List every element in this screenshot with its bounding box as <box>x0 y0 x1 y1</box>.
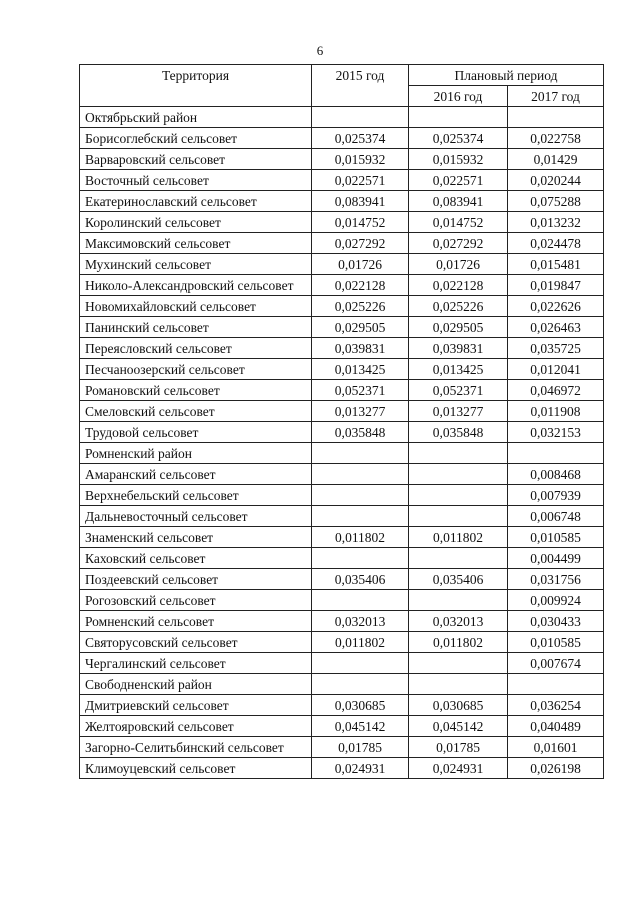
value-2016-cell: 0,01785 <box>409 737 508 758</box>
value-2017-cell: 0,015481 <box>508 254 604 275</box>
table-row <box>80 128 604 149</box>
territory-cell: Климоуцевский сельсовет <box>80 758 312 779</box>
table-row <box>80 464 604 485</box>
territory-cell: Святорусовский сельсовет <box>80 632 312 653</box>
value-2017-cell: 0,009924 <box>508 590 604 611</box>
value-2016-cell: 0,024931 <box>409 758 508 779</box>
empty-cell <box>409 674 508 695</box>
value-2015-cell: 0,035406 <box>312 569 409 590</box>
value-2017-cell: 0,026463 <box>508 317 604 338</box>
empty-cell <box>508 107 604 128</box>
territory-cell: Екатеринославский сельсовет <box>80 191 312 212</box>
territory-cell: Дальневосточный сельсовет <box>80 506 312 527</box>
value-2016-cell <box>409 548 508 569</box>
value-2015-cell: 0,013425 <box>312 359 409 380</box>
territory-cell: Смеловский сельсовет <box>80 401 312 422</box>
territory-cell: Каховский сельсовет <box>80 548 312 569</box>
value-2015-cell: 0,022128 <box>312 275 409 296</box>
value-2015-cell: 0,039831 <box>312 338 409 359</box>
value-2016-cell: 0,029505 <box>409 317 508 338</box>
table-row <box>80 380 604 401</box>
territory-cell: Максимовский сельсовет <box>80 233 312 254</box>
territory-cell: Поздеевский сельсовет <box>80 569 312 590</box>
value-2016-cell: 0,030685 <box>409 695 508 716</box>
territory-cell: Романовский сельсовет <box>80 380 312 401</box>
header-row <box>80 65 604 86</box>
territory-cell: Чергалинский сельсовет <box>80 653 312 674</box>
value-2016-cell: 0,052371 <box>409 380 508 401</box>
value-2015-cell: 0,011802 <box>312 527 409 548</box>
value-2016-cell: 0,027292 <box>409 233 508 254</box>
value-2017-cell: 0,012041 <box>508 359 604 380</box>
table-row <box>80 632 604 653</box>
table-row <box>80 317 604 338</box>
value-2016-cell <box>409 653 508 674</box>
header-plan-period: Плановый период <box>409 65 604 86</box>
territory-cell: Верхнебельский сельсовет <box>80 485 312 506</box>
value-2017-cell: 0,011908 <box>508 401 604 422</box>
empty-cell <box>312 443 409 464</box>
value-2017-cell: 0,006748 <box>508 506 604 527</box>
value-2017-cell: 0,030433 <box>508 611 604 632</box>
value-2015-cell: 0,029505 <box>312 317 409 338</box>
value-2017-cell: 0,004499 <box>508 548 604 569</box>
table-row <box>80 338 604 359</box>
value-2017-cell: 0,032153 <box>508 422 604 443</box>
value-2015-cell <box>312 653 409 674</box>
value-2015-cell: 0,01785 <box>312 737 409 758</box>
territory-cell: Загорно-Селитьбинский сельсовет <box>80 737 312 758</box>
territory-cell: Переясловский сельсовет <box>80 338 312 359</box>
table-row <box>80 548 604 569</box>
table-row <box>80 590 604 611</box>
header-year-2016: 2016 год <box>409 86 508 107</box>
value-2015-cell: 0,024931 <box>312 758 409 779</box>
value-2017-cell: 0,031756 <box>508 569 604 590</box>
value-2015-cell: 0,030685 <box>312 695 409 716</box>
value-2015-cell: 0,014752 <box>312 212 409 233</box>
value-2015-cell: 0,01726 <box>312 254 409 275</box>
value-2016-cell <box>409 506 508 527</box>
territory-cell: Новомихайловский сельсовет <box>80 296 312 317</box>
territory-cell: Королинский сельсовет <box>80 212 312 233</box>
value-2015-cell <box>312 548 409 569</box>
territory-cell: Дмитриевский сельсовет <box>80 695 312 716</box>
table-row <box>80 527 604 548</box>
district-name: Свободненский район <box>80 674 312 695</box>
value-2017-cell: 0,007674 <box>508 653 604 674</box>
district-name: Октябрьский район <box>80 107 312 128</box>
value-2017-cell: 0,007939 <box>508 485 604 506</box>
table-row <box>80 695 604 716</box>
page-number: 6 <box>316 43 324 58</box>
value-2015-cell: 0,083941 <box>312 191 409 212</box>
value-2016-cell: 0,025226 <box>409 296 508 317</box>
header-year-2015: 2015 год <box>312 65 409 107</box>
value-2016-cell: 0,022128 <box>409 275 508 296</box>
table-row <box>80 149 604 170</box>
value-2016-cell <box>409 485 508 506</box>
table-row <box>80 359 604 380</box>
district-row <box>80 674 604 695</box>
table-row <box>80 212 604 233</box>
value-2017-cell: 0,010585 <box>508 632 604 653</box>
value-2015-cell: 0,015932 <box>312 149 409 170</box>
table-row <box>80 758 604 779</box>
value-2016-cell: 0,01726 <box>409 254 508 275</box>
empty-cell <box>508 443 604 464</box>
empty-cell <box>409 443 508 464</box>
territory-cell: Песчаноозерский сельсовет <box>80 359 312 380</box>
territory-cell: Знаменский сельсовет <box>80 527 312 548</box>
territory-cell: Восточный сельсовет <box>80 170 312 191</box>
value-2017-cell: 0,036254 <box>508 695 604 716</box>
value-2017-cell: 0,046972 <box>508 380 604 401</box>
territory-cell: Желтояровский сельсовет <box>80 716 312 737</box>
district-row <box>80 107 604 128</box>
value-2017-cell: 0,040489 <box>508 716 604 737</box>
empty-cell <box>312 107 409 128</box>
allocation-table <box>79 64 604 779</box>
territory-cell: Варваровский сельсовет <box>80 149 312 170</box>
value-2016-cell: 0,014752 <box>409 212 508 233</box>
value-2017-cell: 0,075288 <box>508 191 604 212</box>
empty-cell <box>312 674 409 695</box>
value-2017-cell: 0,013232 <box>508 212 604 233</box>
table-row <box>80 254 604 275</box>
table-row <box>80 716 604 737</box>
value-2015-cell: 0,035848 <box>312 422 409 443</box>
value-2016-cell: 0,083941 <box>409 191 508 212</box>
value-2016-cell: 0,013277 <box>409 401 508 422</box>
table-row <box>80 485 604 506</box>
value-2015-cell <box>312 485 409 506</box>
value-2017-cell: 0,022758 <box>508 128 604 149</box>
district-row <box>80 443 604 464</box>
value-2016-cell: 0,011802 <box>409 632 508 653</box>
table-header <box>80 65 604 107</box>
value-2016-cell: 0,011802 <box>409 527 508 548</box>
table-row <box>80 506 604 527</box>
territory-cell: Мухинский сельсовет <box>80 254 312 275</box>
value-2017-cell: 0,020244 <box>508 170 604 191</box>
value-2017-cell: 0,019847 <box>508 275 604 296</box>
territory-cell: Трудовой сельсовет <box>80 422 312 443</box>
table-row <box>80 422 604 443</box>
value-2016-cell <box>409 590 508 611</box>
value-2016-cell: 0,022571 <box>409 170 508 191</box>
territory-cell: Ромненский сельсовет <box>80 611 312 632</box>
table-row <box>80 569 604 590</box>
value-2016-cell: 0,015932 <box>409 149 508 170</box>
value-2016-cell: 0,035406 <box>409 569 508 590</box>
value-2017-cell: 0,022626 <box>508 296 604 317</box>
value-2015-cell <box>312 464 409 485</box>
value-2017-cell: 0,024478 <box>508 233 604 254</box>
header-territory: Территория <box>80 65 312 107</box>
value-2016-cell: 0,045142 <box>409 716 508 737</box>
value-2016-cell: 0,013425 <box>409 359 508 380</box>
territory-cell: Панинский сельсовет <box>80 317 312 338</box>
value-2016-cell: 0,035848 <box>409 422 508 443</box>
territory-cell: Николо-Александровский сельсовет <box>80 275 312 296</box>
value-2016-cell: 0,032013 <box>409 611 508 632</box>
value-2017-cell: 0,01601 <box>508 737 604 758</box>
value-2015-cell: 0,025226 <box>312 296 409 317</box>
table-row <box>80 653 604 674</box>
value-2015-cell <box>312 590 409 611</box>
table-row <box>80 611 604 632</box>
table-row <box>80 275 604 296</box>
value-2015-cell: 0,011802 <box>312 632 409 653</box>
value-2017-cell: 0,010585 <box>508 527 604 548</box>
territory-cell: Амаранский сельсовет <box>80 464 312 485</box>
table-row <box>80 401 604 422</box>
value-2015-cell: 0,025374 <box>312 128 409 149</box>
value-2015-cell: 0,022571 <box>312 170 409 191</box>
value-2017-cell: 0,01429 <box>508 149 604 170</box>
value-2017-cell: 0,026198 <box>508 758 604 779</box>
header-year-2017: 2017 год <box>508 86 604 107</box>
table-row <box>80 296 604 317</box>
empty-cell <box>409 107 508 128</box>
table-row <box>80 233 604 254</box>
territory-cell: Борисоглебский сельсовет <box>80 128 312 149</box>
value-2015-cell: 0,032013 <box>312 611 409 632</box>
territory-cell: Рогозовский сельсовет <box>80 590 312 611</box>
table-body <box>80 107 604 779</box>
table-row <box>80 170 604 191</box>
value-2015-cell: 0,045142 <box>312 716 409 737</box>
value-2015-cell: 0,013277 <box>312 401 409 422</box>
value-2015-cell: 0,027292 <box>312 233 409 254</box>
value-2017-cell: 0,035725 <box>508 338 604 359</box>
table-row <box>80 191 604 212</box>
value-2015-cell <box>312 506 409 527</box>
value-2016-cell: 0,025374 <box>409 128 508 149</box>
district-name: Ромненский район <box>80 443 312 464</box>
value-2016-cell <box>409 464 508 485</box>
value-2016-cell: 0,039831 <box>409 338 508 359</box>
empty-cell <box>508 674 604 695</box>
value-2015-cell: 0,052371 <box>312 380 409 401</box>
table-row <box>80 737 604 758</box>
value-2017-cell: 0,008468 <box>508 464 604 485</box>
